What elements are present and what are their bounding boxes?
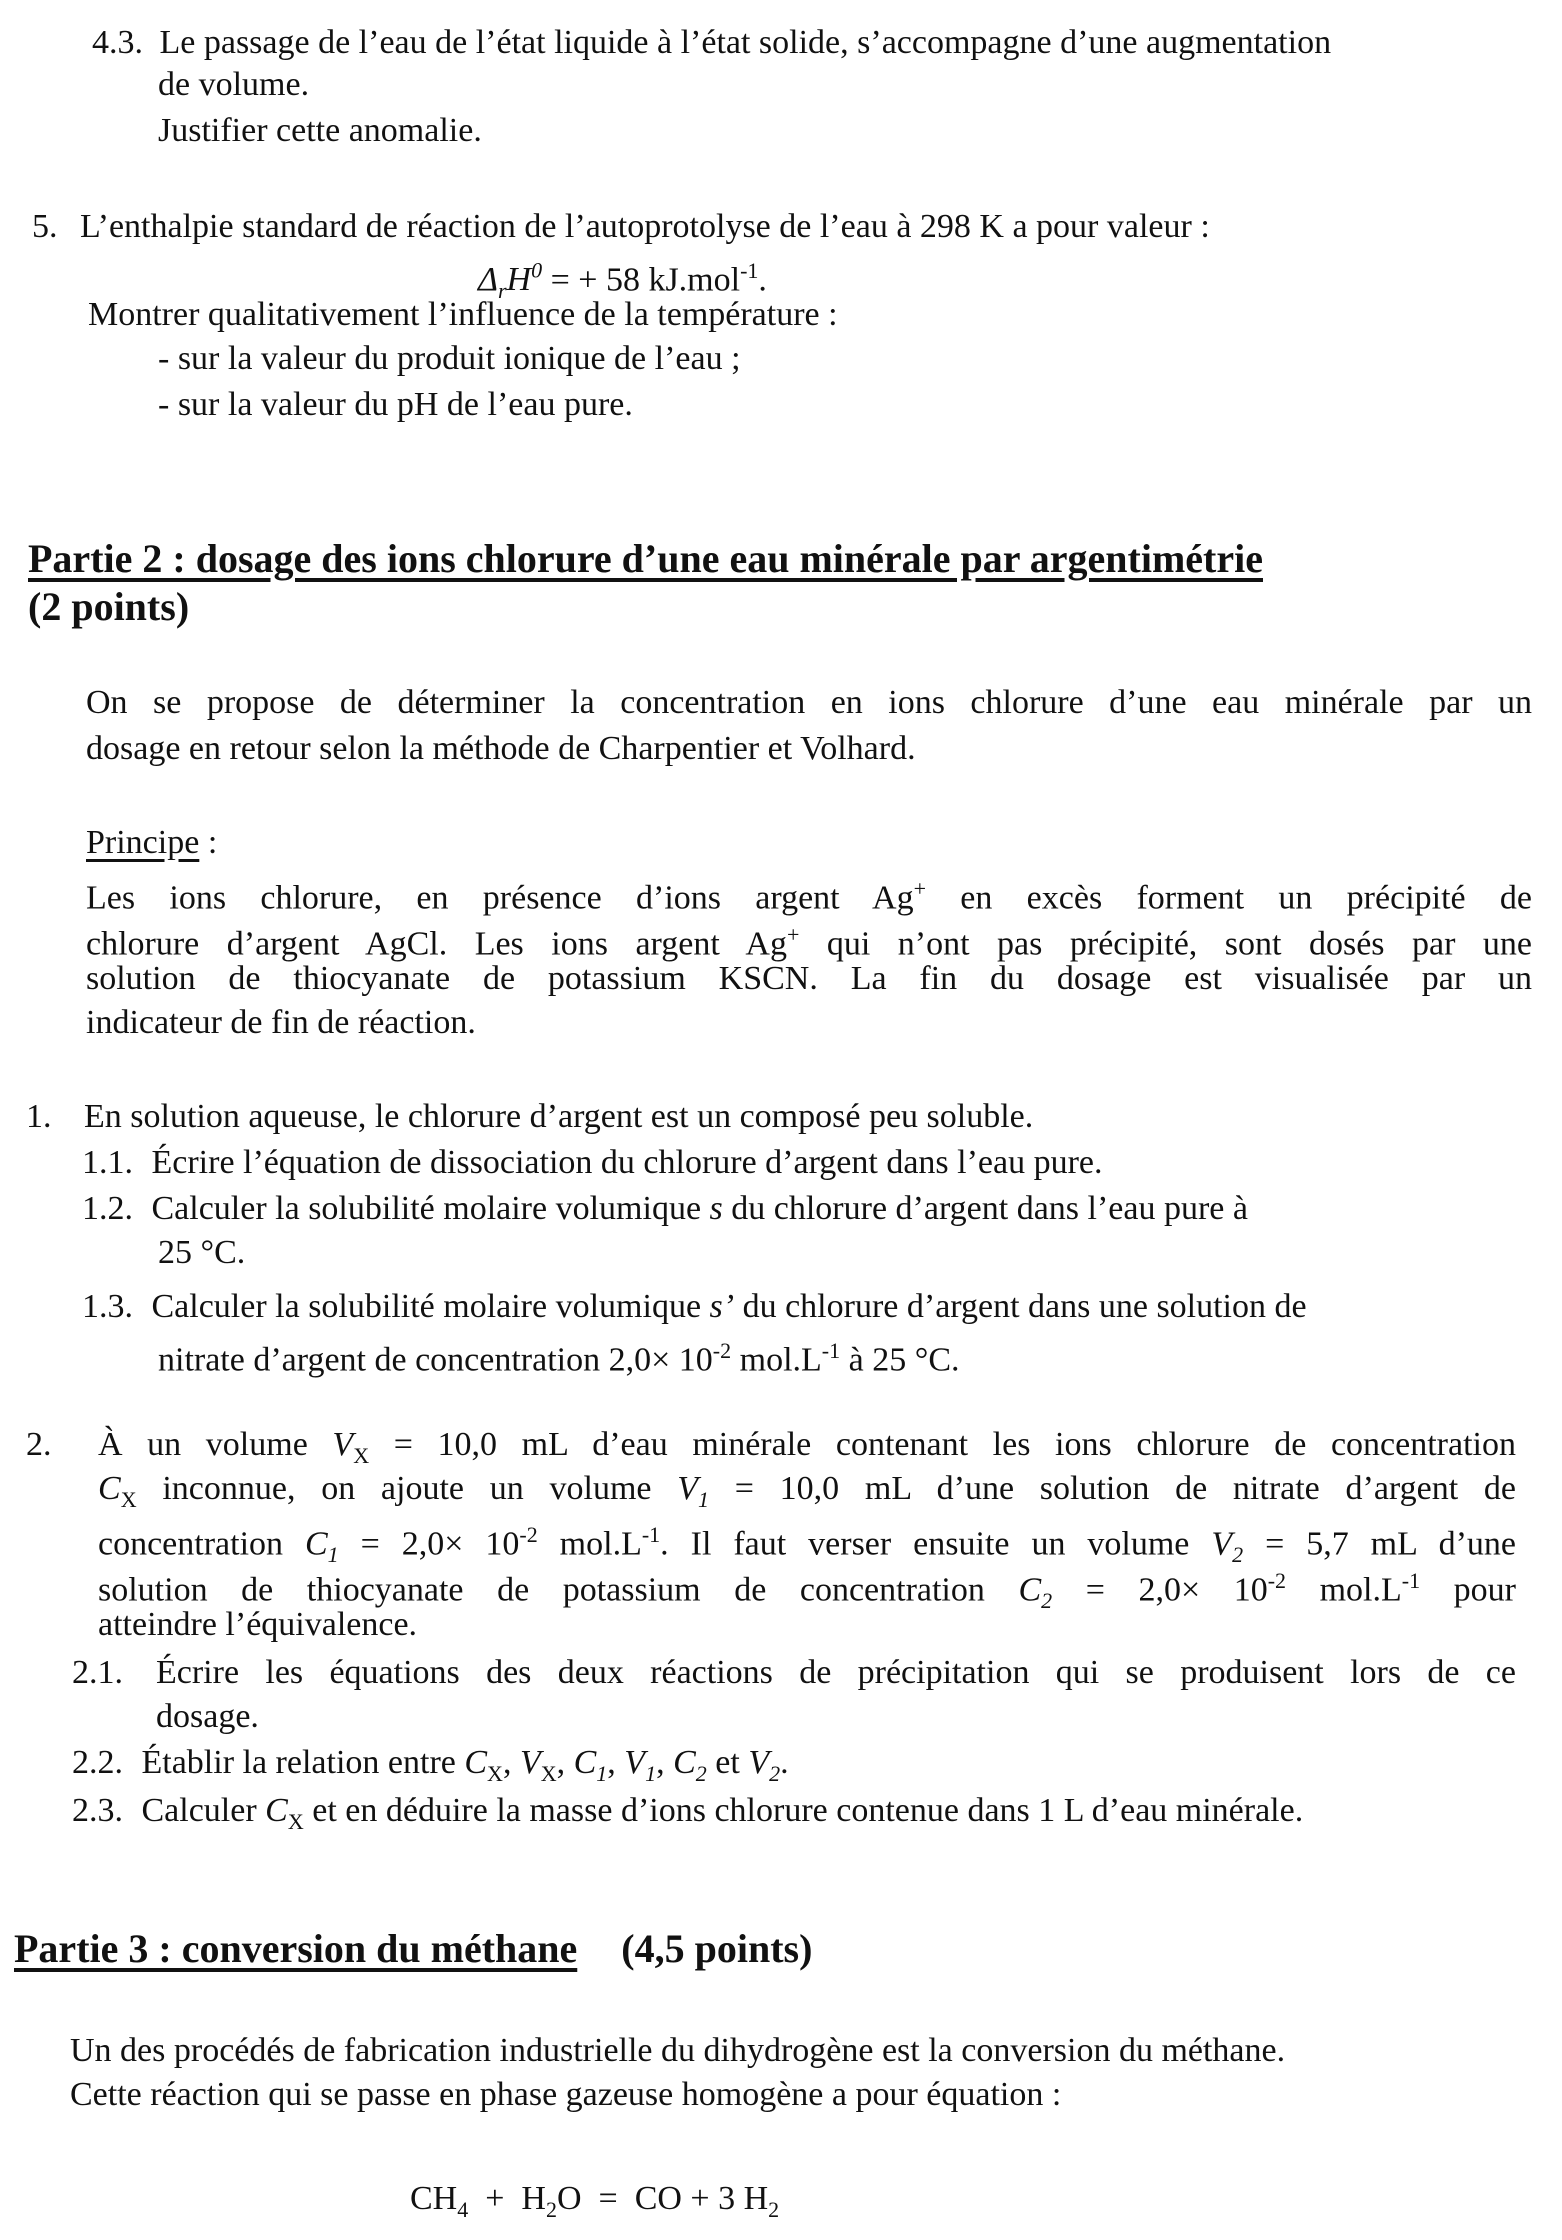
q5-text-1: L’enthalpie standard de réaction de l’autoprotolyse de l’eau à 298 K a pour valeur : bbox=[80, 208, 1210, 245]
p2-q13-number: 1.3. bbox=[82, 1288, 133, 1325]
p2-q21-number: 2.1. bbox=[72, 1654, 123, 1691]
p2-q11-line bbox=[82, 1140, 1103, 1185]
p2-q1-line bbox=[26, 1094, 1033, 1139]
principe-line-1: Les ions chlorure, en présence d’ions argent Ag+ en excès forment un précipité de bbox=[86, 876, 1533, 917]
part3-text-1: Un des procédés de fabrication industrielle du dihydrogène est la conversion du méthane. bbox=[70, 2032, 1286, 2069]
p2-q12-text-1: Calculer la solubilité molaire volumique s du chlorure d’argent dans l’eau pure à bbox=[151, 1190, 1248, 1227]
q43-text-1: Le passage de l’eau de l’état liquide à l’état solide, s’accompagne d’une augmentation bbox=[159, 24, 1332, 61]
principe-line-2: chlorure d’argent AgCl. Les ions argent Ag+ qui n’ont pas précipité, sont dosés par une bbox=[86, 922, 1532, 963]
part2-intro-1: On se propose de déterminer la concentration en ions chlorure d’une eau minérale par un bbox=[86, 684, 1532, 721]
part3-heading bbox=[14, 1926, 812, 1971]
p2-q11-number: 1.1. bbox=[82, 1144, 133, 1181]
p2-q12-number: 1.2. bbox=[82, 1190, 133, 1227]
part3-equation: $CH_4 + H_2O$ = CO + 3 $H_2$ bbox=[410, 2180, 780, 2222]
p2-q23-text: Calculer $C_X$ et en déduire la masse d’ions chlorure contenue dans 1 L d’eau minérale. bbox=[141, 1792, 1304, 1834]
p2-q12-text-2: 25 °C. bbox=[158, 1234, 246, 1271]
q43-text-2: de volume. bbox=[158, 66, 310, 103]
q5-line-1 bbox=[32, 204, 1210, 249]
part2-intro-2: dosage en retour selon la méthode de Charpentier et Volhard. bbox=[86, 730, 916, 767]
q5-bullet-1: - sur la valeur du produit ionique de l’eau ; bbox=[158, 340, 741, 377]
p2-q21-text-1: Écrire les équations des deux réactions de précipitation qui se produisent lors de ce bbox=[156, 1654, 1516, 1691]
p2-q23-line bbox=[72, 1788, 1303, 1844]
q5-number: 5. bbox=[32, 208, 58, 245]
part3-title: Partie 3 : conversion du méthane bbox=[14, 1926, 578, 1971]
p2-q11-text: Écrire l’équation de dissociation du chlorure d’argent dans l’eau pure. bbox=[151, 1144, 1103, 1181]
part2-title: Partie 2 : dosage des ions chlorure d’une eau minérale par argentimétrie bbox=[28, 536, 1263, 581]
q43-line-1 bbox=[92, 20, 1331, 65]
p2-q13-text-2: nitrate d’argent de concentration $2,0\times 10^{-2}$ $mol.L^{-1}$ à 25 °C. bbox=[158, 1338, 960, 1379]
part2-points: (2 points) bbox=[28, 584, 190, 629]
principe-line-3: solution de thiocyanate de potassium KSCN. La fin du dosage est visualisée par un bbox=[86, 960, 1532, 997]
p2-q2-line-4: solution de thiocyanate de potassium de concentration $C_2 = 2,0\times 10^{-2}$ $mol.L^{-1}$ pour bbox=[98, 1568, 1516, 1614]
q5-text-2: Montrer qualitativement l’influence de la température : bbox=[88, 296, 838, 333]
p2-q22-number: 2.2. bbox=[72, 1744, 123, 1781]
part3-text-2: Cette réaction qui se passe en phase gazeuse homogène a pour équation : bbox=[70, 2076, 1062, 2113]
p2-q23-number: 2.3. bbox=[72, 1792, 123, 1829]
p2-q13-text-1: Calculer la solubilité molaire volumique s’ du chlorure d’argent dans une solution de bbox=[151, 1288, 1307, 1325]
q43-number: 4.3. bbox=[92, 24, 143, 61]
principe-heading bbox=[86, 820, 217, 865]
p2-q1-text: En solution aqueuse, le chlorure d’argent est un composé peu soluble. bbox=[84, 1098, 1034, 1135]
p2-q1-number: 1. bbox=[26, 1098, 52, 1135]
q5-enthalpy-equation: $\Delta_rH^0$ = + 58 kJ.mol$^{-1}$. bbox=[478, 258, 767, 304]
p2-q21-text-2: dosage. bbox=[156, 1698, 259, 1735]
principe-line-4: indicateur de fin de réaction. bbox=[86, 1004, 476, 1041]
principe-colon: : bbox=[199, 824, 218, 861]
p2-q2-line-1: À un volume $V_X = 10,0$ mL d’eau minérale contenant les ions chlorure de concentration bbox=[98, 1426, 1516, 1468]
p2-q12-line bbox=[82, 1186, 1248, 1231]
p2-q13-line bbox=[82, 1284, 1307, 1329]
p2-q22-text: Établir la relation entre $C_X$, $V_X$, $C_1$, $V_1$, $C_2$ et $V_2$. bbox=[141, 1744, 789, 1786]
q5-bullet-2: - sur la valeur du pH de l’eau pure. bbox=[158, 386, 633, 423]
p2-q2-line-2: $C_X$ inconnue, on ajoute un volume $V_1 = 10,0$ mL d’une solution de nitrate d’argent de bbox=[98, 1470, 1517, 1512]
part3-points: (4,5 points) bbox=[621, 1926, 813, 1971]
principe-label: Principe bbox=[86, 824, 200, 861]
p2-q2-number: 2. bbox=[26, 1426, 52, 1463]
p2-q2-line-3: concentration $C_1 = 2,0\times 10^{-2}$ $mol.L^{-1}$. Il faut verser ensuite un volume $V_2 = 5,7$ mL d’une bbox=[98, 1522, 1516, 1568]
q43-text-3: Justifier cette anomalie. bbox=[158, 112, 482, 149]
p2-q2-line-5: atteindre l’équivalence. bbox=[98, 1606, 418, 1643]
